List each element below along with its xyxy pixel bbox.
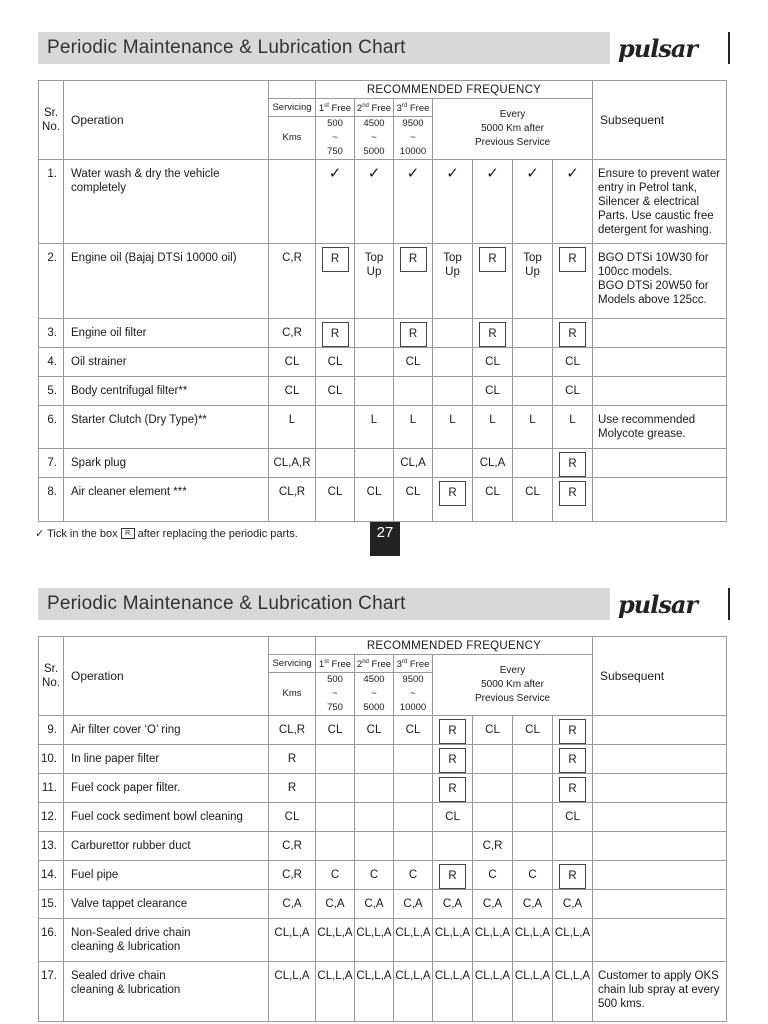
header-kms: Kms xyxy=(269,117,316,160)
row-interval-cell xyxy=(316,774,355,803)
row-interval-cell: CL xyxy=(513,716,553,745)
row-interval-cell xyxy=(553,449,593,478)
row-interval-cell xyxy=(553,832,593,861)
row-interval-cell: CL xyxy=(394,478,433,522)
replace-box: R xyxy=(559,864,586,889)
row-interval-cell xyxy=(513,745,553,774)
row-interval-cell xyxy=(553,745,593,774)
table-row xyxy=(39,745,727,774)
row-subsequent xyxy=(593,803,727,832)
row-subsequent xyxy=(593,478,727,522)
header-blank xyxy=(269,81,316,99)
logo-divider xyxy=(728,588,730,620)
table-row xyxy=(39,244,727,319)
row-sr-no: 17. xyxy=(39,962,64,1022)
row-sr-no: 10. xyxy=(39,745,64,774)
row-interval-cell: L xyxy=(513,406,553,449)
row-interval-cell: CL,A xyxy=(394,449,433,478)
row-sr-no: 9. xyxy=(39,716,64,745)
row-kms: CL xyxy=(269,348,316,377)
row-interval-cell xyxy=(394,244,433,319)
row-interval-cell xyxy=(513,244,553,319)
header-subsequent: Subsequent xyxy=(593,81,727,160)
row-operation: In line paper filter xyxy=(64,745,269,774)
header-range-1: 500 ~ 750 xyxy=(316,117,355,160)
row-interval-cell xyxy=(433,160,473,244)
row-kms: C,A xyxy=(269,890,316,919)
row-interval-cell: L xyxy=(355,406,394,449)
top-up-label: Top Up xyxy=(443,252,462,279)
row-kms: R xyxy=(269,774,316,803)
row-interval-cell: CL,L,A xyxy=(355,919,394,962)
row-interval-cell: C xyxy=(394,861,433,890)
row-kms: CL,L,A xyxy=(269,962,316,1022)
table-row xyxy=(39,449,727,478)
top-up-label: Top Up xyxy=(364,252,384,279)
table-row xyxy=(39,377,727,406)
row-operation: Carburettor rubber duct xyxy=(64,832,269,861)
header-operation: Operation xyxy=(64,81,269,160)
row-interval-cell: CL,L,A xyxy=(394,962,433,1022)
row-kms xyxy=(269,160,316,244)
row-sr-no: 4. xyxy=(39,348,64,377)
table-row xyxy=(39,919,727,962)
row-interval-cell xyxy=(394,319,433,348)
header-free-1: 1st Free xyxy=(316,655,355,673)
row-subsequent: Use recommended Molycote grease. xyxy=(593,406,727,449)
row-interval-cell: CL,L,A xyxy=(316,962,355,1022)
row-interval-cell: CL,L,A xyxy=(394,919,433,962)
replace-box: R xyxy=(322,322,349,347)
replace-box: R xyxy=(559,247,586,272)
row-kms: R xyxy=(269,745,316,774)
header-subsequent: Subsequent xyxy=(593,637,727,716)
row-interval-cell xyxy=(394,803,433,832)
row-interval-cell xyxy=(553,861,593,890)
row-interval-cell xyxy=(513,377,553,406)
row-subsequent xyxy=(593,919,727,962)
row-interval-cell xyxy=(316,244,355,319)
row-operation: Body centrifugal filter** xyxy=(64,377,269,406)
row-sr-no: 1. xyxy=(39,160,64,244)
row-interval-cell xyxy=(316,449,355,478)
maintenance-table xyxy=(38,636,727,1022)
row-interval-cell xyxy=(394,745,433,774)
row-kms: CL xyxy=(269,377,316,406)
row-operation: Non-Sealed drive chain cleaning & lubrication xyxy=(64,919,269,962)
row-operation: Fuel cock sediment bowl cleaning xyxy=(64,803,269,832)
header-every: Every 5000 Km after Previous Service xyxy=(433,99,593,160)
row-interval-cell: C xyxy=(513,861,553,890)
header-every: Every 5000 Km after Previous Service xyxy=(433,655,593,716)
row-interval-cell: L xyxy=(553,406,593,449)
row-interval-cell xyxy=(433,348,473,377)
page-title: Periodic Maintenance & Lubrication Chart xyxy=(38,32,610,64)
row-interval-cell xyxy=(394,774,433,803)
tick-mark: ✓ xyxy=(446,165,459,183)
row-kms: C,R xyxy=(269,861,316,890)
row-sr-no: 11. xyxy=(39,774,64,803)
row-interval-cell: CL xyxy=(316,478,355,522)
header-blank xyxy=(269,637,316,655)
row-interval-cell: C,A xyxy=(355,890,394,919)
replace-box: R xyxy=(559,481,586,506)
row-interval-cell xyxy=(473,160,513,244)
row-interval-cell xyxy=(355,745,394,774)
row-interval-cell: CL,L,A xyxy=(433,962,473,1022)
row-interval-cell: CL,L,A xyxy=(473,962,513,1022)
replace-box: R xyxy=(439,719,466,744)
row-interval-cell: CL xyxy=(553,377,593,406)
row-interval-cell xyxy=(553,716,593,745)
header-sr-no: Sr. No. xyxy=(39,637,64,716)
row-interval-cell: CL xyxy=(473,348,513,377)
header-free-1: 1st Free xyxy=(316,99,355,117)
row-interval-cell xyxy=(513,774,553,803)
row-interval-cell xyxy=(316,803,355,832)
row-interval-cell: CL,L,A xyxy=(355,962,394,1022)
replace-box: R xyxy=(479,322,506,347)
row-subsequent xyxy=(593,774,727,803)
replace-box: R xyxy=(400,322,427,347)
row-sr-no: 16. xyxy=(39,919,64,962)
row-sr-no: 3. xyxy=(39,319,64,348)
row-sr-no: 5. xyxy=(39,377,64,406)
row-interval-cell xyxy=(553,478,593,522)
row-kms: L xyxy=(269,406,316,449)
row-interval-cell xyxy=(394,832,433,861)
row-interval-cell xyxy=(553,244,593,319)
row-interval-cell xyxy=(355,348,394,377)
row-interval-cell: CL,L,A xyxy=(513,962,553,1022)
table-row xyxy=(39,962,727,1022)
row-operation: Water wash & dry the vehicle completely xyxy=(64,160,269,244)
header-servicing: Servicing xyxy=(269,99,316,117)
row-interval-cell: C,A xyxy=(473,890,513,919)
row-kms: CL,L,A xyxy=(269,919,316,962)
row-interval-cell xyxy=(473,774,513,803)
row-kms: C,R xyxy=(269,832,316,861)
row-interval-cell: CL,L,A xyxy=(473,919,513,962)
footnote-box: R xyxy=(121,528,135,539)
row-subsequent xyxy=(593,319,727,348)
row-interval-cell xyxy=(394,377,433,406)
row-subsequent: Customer to apply OKS chain lub spray at every 500 kms. xyxy=(593,962,727,1022)
header-range-1: 500 ~ 750 xyxy=(316,673,355,716)
header-free-2: 2nd Free xyxy=(355,99,394,117)
row-subsequent xyxy=(593,716,727,745)
row-interval-cell xyxy=(433,832,473,861)
row-interval-cell: L xyxy=(394,406,433,449)
row-subsequent xyxy=(593,861,727,890)
replace-box: R xyxy=(439,864,466,889)
row-kms: CL,A,R xyxy=(269,449,316,478)
row-interval-cell xyxy=(355,160,394,244)
row-subsequent: Ensure to prevent water entry in Petrol tank, Silencer & electrical Parts. Use caustic free detergent for washing. xyxy=(593,160,727,244)
row-interval-cell: CL xyxy=(355,478,394,522)
row-operation: Air filter cover ‘O’ ring xyxy=(64,716,269,745)
row-kms: CL,R xyxy=(269,478,316,522)
row-operation: Oil strainer xyxy=(64,348,269,377)
row-sr-no: 13. xyxy=(39,832,64,861)
row-operation: Fuel pipe xyxy=(64,861,269,890)
row-interval-cell xyxy=(433,449,473,478)
row-interval-cell xyxy=(316,745,355,774)
tick-mark: ✓ xyxy=(328,165,342,183)
row-interval-cell: C xyxy=(355,861,394,890)
page-title: Periodic Maintenance & Lubrication Chart xyxy=(38,588,610,620)
row-operation: Starter Clutch (Dry Type)** xyxy=(64,406,269,449)
row-interval-cell xyxy=(553,319,593,348)
header-recommended-frequency: RECOMMENDED FREQUENCY xyxy=(316,81,593,99)
tick-mark: ✓ xyxy=(406,165,420,183)
row-interval-cell: CL xyxy=(433,803,473,832)
row-kms: C,R xyxy=(269,244,316,319)
row-interval-cell xyxy=(394,160,433,244)
row-interval-cell xyxy=(355,319,394,348)
replace-box: R xyxy=(439,748,466,773)
row-subsequent xyxy=(593,832,727,861)
tick-mark: ✓ xyxy=(526,165,539,183)
row-subsequent xyxy=(593,348,727,377)
table-row xyxy=(39,774,727,803)
footnote-text: ✓ Tick in the box xyxy=(35,528,118,540)
row-operation: Valve tappet clearance xyxy=(64,890,269,919)
row-interval-cell: CL xyxy=(553,348,593,377)
maintenance-table xyxy=(38,80,727,522)
table-row xyxy=(39,406,727,449)
row-interval-cell: CL xyxy=(513,478,553,522)
logo-divider xyxy=(728,32,730,64)
row-interval-cell: C,A xyxy=(513,890,553,919)
header-range-3: 9500 ~ 10000 xyxy=(394,117,433,160)
row-interval-cell: L xyxy=(433,406,473,449)
row-interval-cell xyxy=(473,319,513,348)
header-free-3: 3rd Free xyxy=(394,655,433,673)
row-interval-cell xyxy=(316,319,355,348)
tick-mark: ✓ xyxy=(367,165,381,183)
row-interval-cell xyxy=(433,745,473,774)
row-interval-cell: CL xyxy=(394,348,433,377)
row-interval-cell: CL,L,A xyxy=(433,919,473,962)
row-sr-no: 6. xyxy=(39,406,64,449)
row-interval-cell xyxy=(513,348,553,377)
row-operation: Engine oil filter xyxy=(64,319,269,348)
row-kms: C,R xyxy=(269,319,316,348)
row-operation: Fuel cock paper filter. xyxy=(64,774,269,803)
table-row xyxy=(39,803,727,832)
footnote xyxy=(35,527,298,540)
row-interval-cell xyxy=(355,244,394,319)
footnote-text-2: after replacing the periodic parts. xyxy=(137,527,298,540)
header-range-2: 4500 ~ 5000 xyxy=(355,117,394,160)
row-interval-cell: CL xyxy=(473,377,513,406)
row-subsequent xyxy=(593,449,727,478)
row-interval-cell: CL xyxy=(355,716,394,745)
row-interval-cell xyxy=(433,478,473,522)
page-number: 27 xyxy=(370,522,400,556)
row-interval-cell: CL,A xyxy=(473,449,513,478)
row-interval-cell xyxy=(473,803,513,832)
row-interval-cell: C,A xyxy=(394,890,433,919)
row-operation: Sealed drive chain cleaning & lubrication xyxy=(64,962,269,1022)
row-interval-cell xyxy=(355,449,394,478)
row-interval-cell xyxy=(513,832,553,861)
row-interval-cell: CL,L,A xyxy=(513,919,553,962)
row-interval-cell xyxy=(513,449,553,478)
table-row xyxy=(39,832,727,861)
replace-box: R xyxy=(439,481,466,506)
row-sr-no: 8. xyxy=(39,478,64,522)
row-interval-cell xyxy=(355,377,394,406)
row-interval-cell: CL,L,A xyxy=(553,919,593,962)
row-interval-cell: CL xyxy=(316,377,355,406)
row-sr-no: 15. xyxy=(39,890,64,919)
row-interval-cell: C,A xyxy=(316,890,355,919)
row-interval-cell: C,R xyxy=(473,832,513,861)
row-interval-cell xyxy=(316,832,355,861)
row-interval-cell xyxy=(513,803,553,832)
table-row xyxy=(39,890,727,919)
replace-box: R xyxy=(322,247,349,272)
header-recommended-frequency: RECOMMENDED FREQUENCY xyxy=(316,637,593,655)
header-free-3: 3rd Free xyxy=(394,99,433,117)
tick-mark: ✓ xyxy=(566,165,579,183)
row-subsequent xyxy=(593,745,727,774)
row-kms: CL,R xyxy=(269,716,316,745)
row-operation: Spark plug xyxy=(64,449,269,478)
row-sr-no: 12. xyxy=(39,803,64,832)
row-interval-cell xyxy=(553,774,593,803)
row-interval-cell xyxy=(316,406,355,449)
row-interval-cell xyxy=(513,160,553,244)
row-interval-cell: CL,L,A xyxy=(316,919,355,962)
row-interval-cell: CL xyxy=(394,716,433,745)
pulsar-logo: pulsar xyxy=(618,590,698,619)
row-interval-cell: C,A xyxy=(433,890,473,919)
row-interval-cell xyxy=(433,716,473,745)
row-interval-cell: CL xyxy=(316,348,355,377)
replace-box: R xyxy=(559,452,586,477)
table-row xyxy=(39,348,727,377)
header-range-3: 9500 ~ 10000 xyxy=(394,673,433,716)
row-interval-cell: CL xyxy=(473,478,513,522)
row-interval-cell xyxy=(433,244,473,319)
row-interval-cell: C xyxy=(316,861,355,890)
replace-box: R xyxy=(559,719,586,744)
row-interval-cell: CL xyxy=(553,803,593,832)
row-interval-cell xyxy=(355,803,394,832)
row-interval-cell xyxy=(433,377,473,406)
row-operation: Air cleaner element *** xyxy=(64,478,269,522)
row-interval-cell: C,A xyxy=(553,890,593,919)
row-interval-cell: CL xyxy=(473,716,513,745)
top-up-label: Top Up xyxy=(523,252,542,279)
row-interval-cell: CL xyxy=(316,716,355,745)
row-sr-no: 7. xyxy=(39,449,64,478)
table-row xyxy=(39,319,727,348)
row-subsequent xyxy=(593,890,727,919)
row-interval-cell xyxy=(513,319,553,348)
row-subsequent xyxy=(593,377,727,406)
table-row xyxy=(39,716,727,745)
table-row xyxy=(39,160,727,244)
replace-box: R xyxy=(559,322,586,347)
row-interval-cell xyxy=(433,861,473,890)
row-interval-cell xyxy=(473,745,513,774)
row-interval-cell: CL,L,A xyxy=(553,962,593,1022)
row-interval-cell: C xyxy=(473,861,513,890)
header-servicing: Servicing xyxy=(269,655,316,673)
header-free-2: 2nd Free xyxy=(355,655,394,673)
replace-box: R xyxy=(479,247,506,272)
header-range-2: 4500 ~ 5000 xyxy=(355,673,394,716)
header-sr-no: Sr. No. xyxy=(39,81,64,160)
table-row xyxy=(39,861,727,890)
row-interval-cell: L xyxy=(473,406,513,449)
row-interval-cell xyxy=(355,832,394,861)
pulsar-logo: pulsar xyxy=(618,34,698,63)
replace-box: R xyxy=(559,748,586,773)
row-interval-cell xyxy=(473,244,513,319)
replace-box: R xyxy=(400,247,427,272)
row-sr-no: 14. xyxy=(39,861,64,890)
row-subsequent: BGO DTSi 10W30 for 100cc models. BGO DTSi 20W50 for Models above 125cc. xyxy=(593,244,727,319)
row-interval-cell xyxy=(433,774,473,803)
row-kms: CL xyxy=(269,803,316,832)
row-sr-no: 2. xyxy=(39,244,64,319)
row-interval-cell xyxy=(433,319,473,348)
replace-box: R xyxy=(559,777,586,802)
page-28 xyxy=(0,556,768,1024)
replace-box: R xyxy=(439,777,466,802)
row-interval-cell xyxy=(355,774,394,803)
header-operation: Operation xyxy=(64,637,269,716)
row-interval-cell xyxy=(316,160,355,244)
row-operation: Engine oil (Bajaj DTSi 10000 oil) xyxy=(64,244,269,319)
header-kms: Kms xyxy=(269,673,316,716)
row-interval-cell xyxy=(553,160,593,244)
table-row xyxy=(39,478,727,522)
tick-mark: ✓ xyxy=(486,165,499,183)
